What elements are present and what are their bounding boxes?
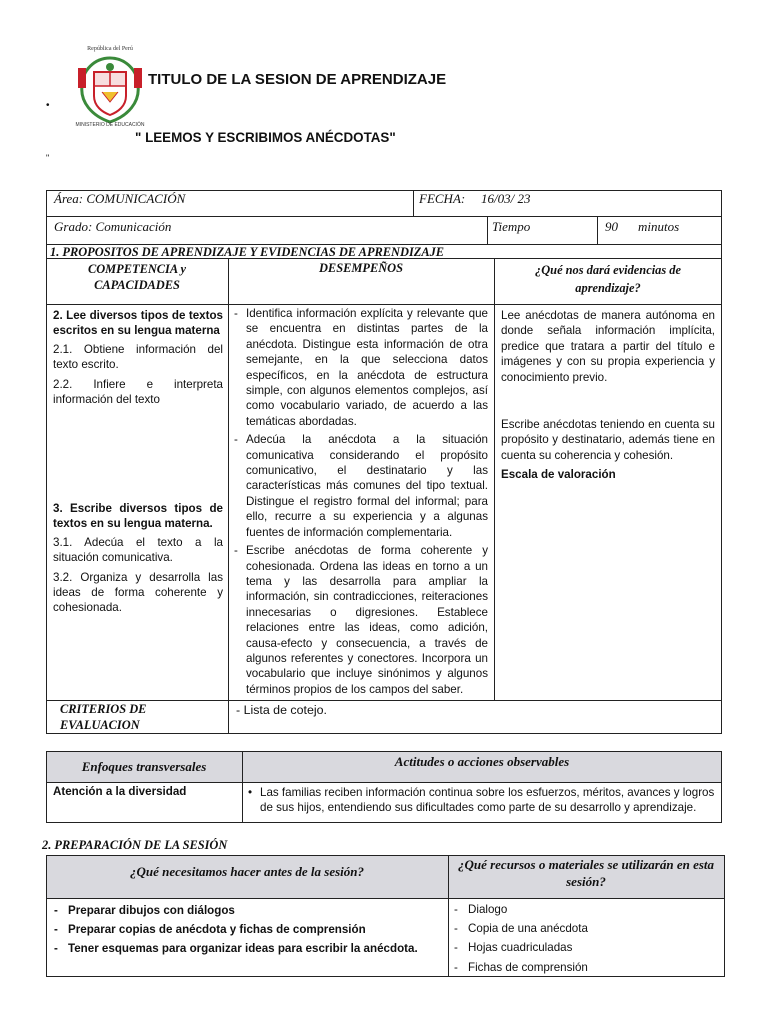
desempeno-item: - Identifica información explícita y relevante que se encuentra en distintas partes de la anécdota. Distingue esta información de otra semejante, en la que selecciona datos específicos, en la anécdota de estructura simple, con algunos elementos complejos, así como vocabulario variado, de acuerdo a las temáticas abordadas.	[234, 306, 488, 429]
recurso-item: - Fichas de comprensión	[454, 958, 714, 977]
tiempo-value: 90	[605, 219, 618, 234]
comp2-cap1: 3.1. Adecúa el texto a la situación comunicativa.	[53, 535, 223, 565]
antes-item: - Preparar dibujos con diálogos	[54, 901, 444, 920]
enfoque-name: Atención a la diversidad	[53, 785, 187, 798]
col-competencia: COMPETENCIA y CAPACIDADES	[87, 262, 187, 292]
antes-item: - Preparar copias de anécdota y fichas de comprensión	[54, 920, 444, 939]
evidencia-text: Lee anécdotas de manera autónoma en donde señala información implícita, predice que tratara a partir del título e imágenes y con su propia experiencia y conocimiento previo.	[501, 309, 715, 384]
comp2-cap2: 3.2. Organiza y desarrolla las ideas de forma coherente y cohesionada.	[53, 570, 223, 615]
criterios-value: - Lista de cotejo.	[236, 703, 327, 717]
comp2-title: 3. Escribe diversos tipos de textos en su lengua materna.	[53, 502, 223, 531]
prep-col2: ¿Qué recursos o materiales se utilizarán en esta sesión?	[457, 857, 715, 889]
recurso-item: - Hojas cuadriculadas	[454, 938, 714, 957]
page-title: TITULO DE LA SESION DE APRENDIZAJE	[148, 71, 447, 88]
enfoque-actitud: • Las familias reciben información continua sobre los esfuerzos, méritos, avances y logros de sus hijos, entendiendo sus dificultades como parte de su desarrollo y aprendizaje.	[246, 785, 716, 816]
desempeno-item: - Adecúa la anécdota a la situación comunicativa considerando el propósito comunicativo, el destinatario y las características más comunes del tipo textual. Distingue el registro formal del informal; para ello, recurre a su experiencia y a algunas fuentes de información complementaria.	[234, 432, 488, 540]
fecha-value: 16/03/ 23	[481, 191, 531, 206]
enfoques-col2: Actitudes o acciones observables	[394, 754, 570, 769]
comp1-cap2: 2.2. Infiere e interpreta información del texto	[53, 377, 223, 407]
criterios-label: CRITERIOS DE EVALUACION	[60, 702, 147, 732]
comp1-title: 2. Lee diversos tipos de textos escritos en su lengua materna	[53, 309, 223, 338]
area-field: Área: COMUNICACIÓN	[54, 191, 186, 206]
recurso-item: - Copia de una anécdota	[454, 919, 714, 938]
evidencia-text: Escribe anécdotas teniendo en cuenta su propósito y destinatario, además tiene en cuenta su coherencia y cohesión.	[501, 418, 715, 462]
recursos-list	[454, 900, 714, 977]
recurso-item: - Dialogo	[454, 900, 714, 919]
fecha-label: FECHA:	[419, 191, 466, 206]
antes-list	[54, 901, 444, 958]
col-desempenos: DESEMPEÑOS	[318, 261, 403, 275]
emblem-top-text: República del Perú	[87, 46, 133, 52]
desempeno-item: - Escribe anécdotas de forma coherente y cohesionada. Ordena las ideas en torno a un tema y las desarrolla para ampliar la información, sin contradicciones, reiteraciones innecesarias o digresiones. Establece relaciones entre las ideas, como adición, causa-efecto y consecuencia, a través de algunos referentes y conectores. Incorpora un vocabulario que incluye sinónimos y algunos términos propios de los campos del saber.	[234, 543, 488, 697]
session-subtitle: " LEEMOS Y ESCRIBIMOS ANÉCDOTAS"	[135, 130, 396, 145]
antes-item: - Tener esquemas para organizar ideas para escribir la anécdota.	[54, 939, 444, 958]
prep-col1: ¿Qué necesitamos hacer antes de la sesión?	[130, 864, 364, 879]
col-evidencias: ¿Qué nos dará evidencias de aprendizaje?	[535, 263, 681, 295]
evidencia-instrument: Escala de valoración	[501, 468, 616, 482]
tiempo-unit: minutos	[638, 219, 680, 234]
emblem-bottom-text: MINISTERIO DE EDUCACIÓN	[75, 122, 145, 128]
peru-coat-of-arms-icon	[72, 42, 148, 132]
ministry-emblem	[72, 42, 148, 132]
section1-heading: 1. PROPOSITOS DE APRENDIZAJE Y EVIDENCIAS DE APRENDIZAJE	[50, 245, 445, 259]
tiempo-label: Tiempo	[492, 219, 531, 234]
enfoques-col1: Enfoques transversales	[81, 759, 207, 774]
grado-field: Grado: Comunicación	[54, 219, 172, 234]
bullet-mark: •	[46, 100, 50, 111]
section2-heading: 2. PREPARACIÓN DE LA SESIÓN	[42, 838, 228, 852]
quote-mark: "	[46, 153, 50, 163]
comp1-cap1: 2.1. Obtiene información del texto escrito.	[53, 342, 223, 372]
